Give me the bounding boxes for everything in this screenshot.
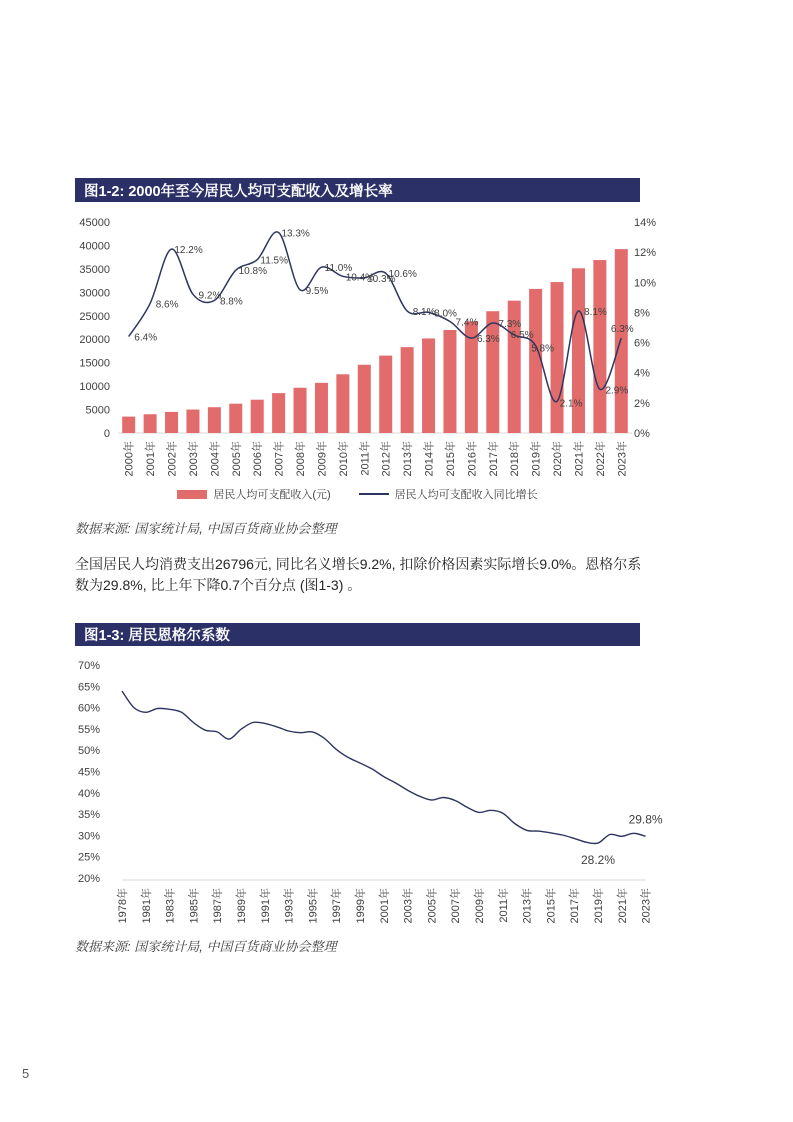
chart1-y-right-tick: 10% — [634, 277, 657, 290]
chart2-x-tick: 2017年 — [569, 888, 582, 924]
chart2-source: 数据来源: 国家统计局, 中国百货商业协会整理 — [75, 939, 337, 954]
growth-point-label: 6.3% — [476, 334, 500, 346]
growth-point-label: 6.3% — [610, 324, 634, 336]
income-bar — [144, 414, 157, 433]
chart2-x-tick: 1987年 — [212, 888, 225, 924]
chart1-x-tick: 2012年 — [380, 441, 393, 477]
chart2-x-tick: 1983年 — [164, 888, 177, 924]
chart1-x-tick: 2009年 — [316, 441, 329, 477]
chart2-x-tick: 2015年 — [545, 888, 558, 924]
chart1-y-left-tick: 0 — [103, 428, 110, 440]
chart2-y-tick: 20% — [77, 873, 100, 885]
legend-income-label: 居民人均可支配收入(元) — [213, 489, 331, 501]
income-bar — [551, 282, 564, 433]
income-bar — [615, 249, 628, 433]
chart1-x-tick: 2005年 — [230, 441, 243, 477]
chart1-y-left-tick: 45000 — [79, 217, 110, 229]
income-bar — [529, 289, 542, 433]
chart2-y-tick: 65% — [77, 681, 100, 694]
chart1-y-right-tick: 14% — [634, 217, 657, 229]
bar-swatch-icon — [177, 490, 207, 499]
chart1-x-tick: 2019年 — [530, 441, 543, 477]
chart2-title-text: 图1-3: 居民恩格尔系数 — [84, 628, 230, 644]
income-bar — [358, 365, 371, 433]
page-number: 5 — [22, 1066, 30, 1081]
income-bar — [186, 410, 199, 433]
chart2-x-tick: 1985年 — [188, 888, 201, 924]
chart1-y-left-tick: 25000 — [79, 310, 110, 323]
engel-coefficient-chart — [75, 650, 690, 940]
growth-point-label: 6.4% — [134, 332, 158, 344]
income-bar — [422, 338, 435, 433]
chart2-y-tick: 30% — [77, 830, 100, 843]
chart1-y-right-tick: 0% — [634, 428, 650, 440]
chart2-x-tick: 1978年 — [117, 888, 129, 924]
growth-point-label: 8.6% — [155, 299, 179, 311]
growth-point-label: 11.0% — [324, 263, 353, 275]
chart1-y-left-tick: 30000 — [79, 287, 110, 300]
chart1-x-tick: 2006年 — [252, 441, 265, 477]
income-bar — [486, 311, 499, 433]
chart2-x-tick: 1999年 — [355, 888, 367, 924]
chart1-y-left-tick: 15000 — [79, 357, 110, 370]
chart2-y-tick: 50% — [77, 745, 100, 758]
chart2-y-tick: 70% — [77, 660, 100, 672]
chart2-y-tick: 45% — [77, 766, 100, 779]
chart2-y-tick: 35% — [77, 809, 100, 822]
chart2-title-bar — [75, 623, 640, 646]
legend-growth-label: 居民人均可支配收入同比增长 — [394, 489, 538, 501]
chart2-x-tick: 1993年 — [283, 888, 296, 924]
chart2-x-tick: 2005年 — [426, 888, 439, 924]
growth-point-label: 10.6% — [388, 269, 417, 281]
chart2-x-tick: 1997年 — [331, 888, 344, 924]
growth-point-label: 9.5% — [305, 285, 329, 297]
chart2-y-tick: 60% — [77, 702, 100, 715]
chart1-x-tick: 2010年 — [337, 441, 350, 477]
chart2-x-tick: 2009年 — [474, 888, 486, 924]
chart1-y-left-tick: 20000 — [79, 334, 110, 347]
chart2-x-tick: 2003年 — [402, 888, 415, 924]
chart1-x-tick: 2003年 — [187, 441, 200, 477]
chart1-x-tick: 2021年 — [573, 441, 586, 477]
growth-point-label: 8.1% — [584, 306, 607, 318]
growth-point-label: 9.2% — [198, 290, 222, 302]
growth-point-label: 8.1% — [412, 306, 436, 318]
chart2-y-tick: 25% — [77, 851, 100, 864]
income-bar — [122, 417, 135, 433]
income-bar — [294, 388, 307, 433]
engel-line — [122, 691, 646, 844]
growth-point-label: 13.3% — [281, 228, 310, 240]
income-bar — [336, 374, 349, 433]
chart1-y-right-tick: 6% — [634, 337, 650, 350]
chart1-y-left-tick: 5000 — [85, 404, 110, 417]
chart1-legend — [75, 486, 640, 502]
engel-annotation: 28.2% — [580, 853, 616, 868]
chart2-x-tick: 2023年 — [640, 888, 653, 924]
growth-point-label: 6.5% — [510, 330, 534, 342]
chart1-title-text: 图1-2: 2000年至今居民人均可支配收入及增长率 — [84, 183, 393, 200]
chart1-y-left-tick: 10000 — [79, 381, 110, 394]
income-bar — [165, 412, 178, 433]
growth-point-label: 8.8% — [219, 296, 243, 308]
chart1-x-tick: 2018年 — [509, 441, 522, 477]
growth-point-label: 5.8% — [531, 343, 555, 355]
income-bar — [379, 356, 392, 433]
income-bar — [443, 330, 456, 433]
chart1-y-left-tick: 35000 — [79, 263, 110, 276]
chart1-source: 数据来源: 国家统计局, 中国百货商业协会整理 — [75, 521, 337, 536]
chart1-y-right-tick: 8% — [634, 307, 650, 320]
chart1-title-bar — [75, 178, 640, 202]
engel-annotation: 29.8% — [628, 812, 663, 827]
growth-point-label: 11.5% — [260, 255, 289, 267]
chart1-x-tick: 2020年 — [552, 440, 565, 477]
chart1-x-tick: 2000年 — [123, 441, 136, 477]
chart1-x-tick: 2022年 — [594, 441, 607, 477]
growth-point-label: 2.1% — [559, 398, 583, 410]
chart2-x-tick: 2013年 — [521, 888, 534, 924]
growth-point-label: 12.2% — [174, 245, 203, 257]
chart2-x-tick: 2021年 — [616, 888, 629, 924]
chart2-x-tick: 1981年 — [140, 888, 153, 924]
growth-line — [129, 232, 622, 402]
chart2-x-tick: 1995年 — [307, 888, 320, 924]
line-swatch-icon — [359, 493, 389, 495]
growth-point-label: 7.4% — [455, 317, 479, 329]
income-bar — [229, 404, 242, 433]
growth-point-label: 10.3% — [367, 273, 396, 285]
chart1-x-tick: 2014年 — [423, 441, 436, 477]
chart1-y-left-tick: 40000 — [79, 240, 110, 253]
chart1-x-tick: 2023年 — [616, 441, 629, 477]
chart1-y-right-tick: 4% — [634, 367, 650, 380]
growth-point-label: 7.3% — [498, 318, 522, 330]
income-bar — [272, 393, 285, 433]
chart2-x-tick: 1991年 — [259, 888, 272, 924]
chart2-x-tick: 1989年 — [236, 888, 248, 924]
chart2-x-tick: 2007年 — [450, 888, 463, 924]
income-bar — [593, 260, 606, 433]
chart1-x-tick: 2001年 — [145, 441, 158, 477]
legend-item-growth — [359, 486, 538, 502]
chart1-x-tick: 2007年 — [273, 441, 286, 477]
chart1-x-tick: 2002年 — [166, 441, 179, 477]
chart2-x-tick: 2019年 — [593, 888, 605, 924]
chart1-x-tick: 2008年 — [295, 441, 308, 477]
income-bar — [401, 347, 414, 433]
growth-point-label: 8.0% — [434, 308, 457, 320]
growth-point-label: 10.4% — [345, 272, 375, 284]
chart1-x-tick: 2004年 — [209, 441, 222, 477]
growth-point-label: 10.8% — [238, 266, 267, 278]
chart2-y-tick: 40% — [77, 787, 100, 800]
income-bar — [208, 407, 221, 433]
chart1-x-tick: 2017年 — [487, 441, 500, 477]
chart2-x-tick: 2011年 — [497, 888, 510, 923]
income-bar — [251, 400, 264, 433]
chart2-x-tick: 2001年 — [378, 888, 391, 924]
chart1-x-tick: 2015年 — [444, 441, 457, 477]
chart1-x-tick: 2016年 — [466, 441, 479, 477]
chart1-x-tick: 2013年 — [402, 441, 415, 477]
income-bar — [315, 383, 328, 433]
chart1-y-right-tick: 2% — [634, 397, 650, 410]
chart2-y-tick: 55% — [77, 723, 100, 736]
body-paragraph: 全国居民人均消费支出26796元, 同比名义增长9.2%, 扣除价格因素实际增长9.0%。恩格尔系数为29.8%, 比上年下降0.7个百分点 (图1-3) 。 — [75, 556, 642, 593]
income-growth-chart — [75, 210, 660, 510]
growth-point-label: 2.9% — [605, 385, 629, 397]
legend-item-income — [177, 486, 330, 502]
chart1-x-tick: 2011年 — [359, 441, 372, 476]
chart1-y-right-tick: 12% — [634, 247, 657, 260]
